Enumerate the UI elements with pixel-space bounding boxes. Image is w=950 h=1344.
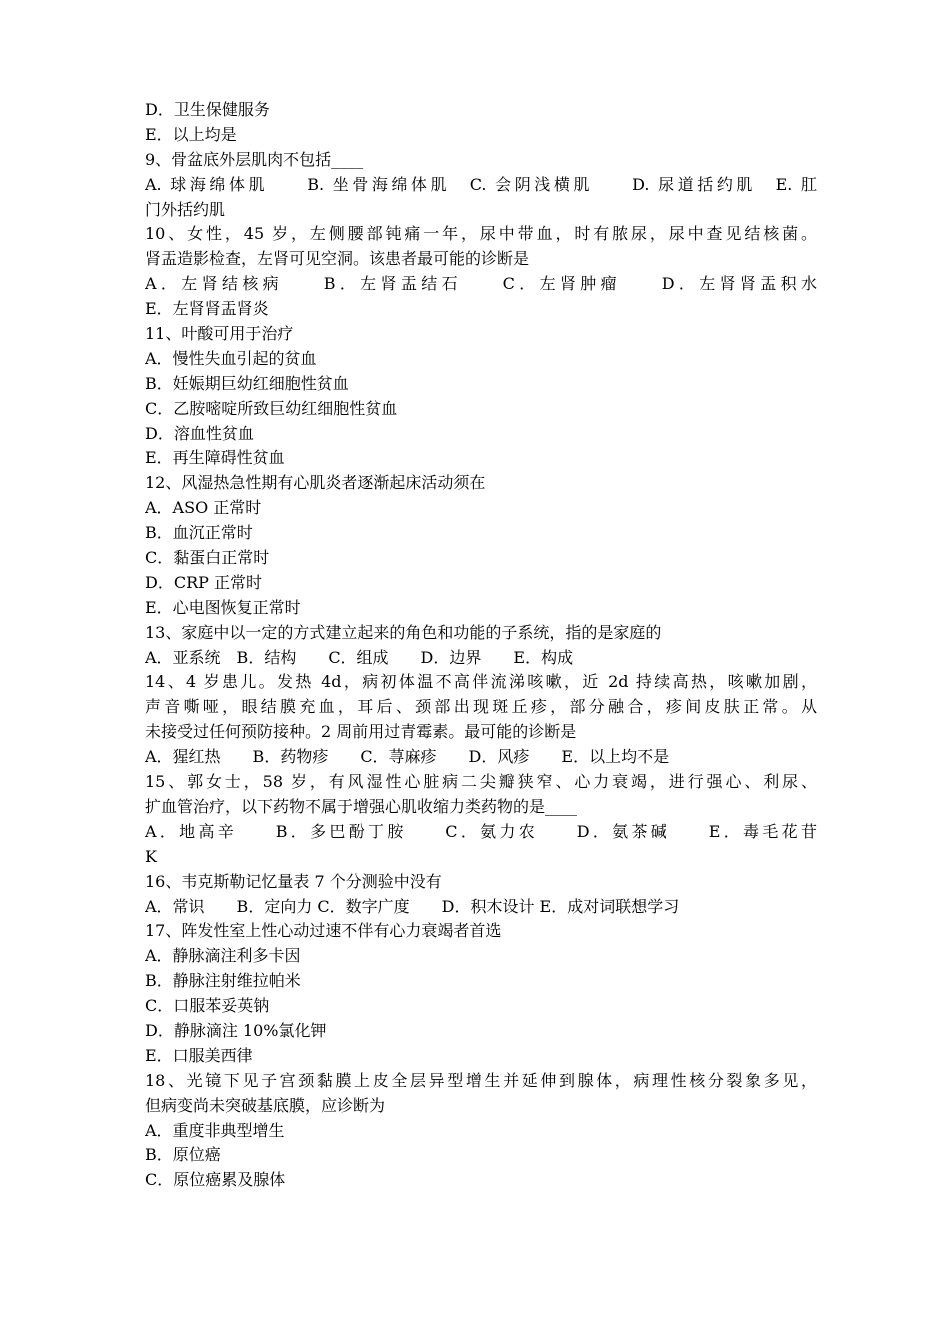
text-line: D．CRP 正常时 (145, 572, 262, 592)
document-body (145, 98, 817, 1193)
text-line: 10、女性，45 岁，左侧腰部钝痛一年，尿中带血，时有脓尿，尿中查见结核菌。 (145, 224, 817, 244)
text-line: B．血沉正常时 (145, 523, 253, 543)
text-line: D．静脉滴注 10%氯化钾 (145, 1020, 327, 1040)
text-line: K (145, 846, 157, 866)
text-line: D．溶血性贫血 (145, 423, 254, 443)
text-line: 未接受过任何预防接种。2 周前用过青霉素。最可能的诊断是 (145, 722, 577, 742)
text-line: A．猩红热 B．药物疹 C．荨麻疹 D．风疹 E．以上均不是 (145, 747, 670, 767)
text-line: E．口服美西律 (145, 1045, 253, 1065)
text-line: B．原位癌 (145, 1145, 221, 1165)
text-line: 扩血管治疗，以下药物不属于增强心肌收缩力类药物的是____ (145, 796, 578, 816)
text-line: A．常识 B．定向力 C．数字广度 D．积木设计 E．成对词联想学习 (145, 896, 680, 916)
text-line: E．以上均是 (145, 124, 237, 144)
text-line: A．重度非典型增生 (145, 1120, 285, 1140)
text-line: A．静脉滴注利多卡因 (145, 946, 301, 966)
text-line: 11、叶酸可用于治疗 (145, 324, 294, 344)
text-line: D．卫生保健服务 (145, 100, 270, 119)
text-line: C．口服苯妥英钠 (145, 996, 270, 1016)
text-line: 肾盂造影检查，左肾可见空洞。该患者最可能的诊断是 (145, 249, 530, 269)
text-line: B．妊娠期巨幼红细胞性贫血 (145, 373, 349, 393)
text-line: 15、郭女士，58 岁，有风湿性心脏病二尖瓣狭窄、心力衰竭，进行强心、利尿、 (145, 772, 817, 792)
text-line: E．再生障碍性贫血 (145, 448, 285, 468)
text-line: C．原位癌累及腺体 (145, 1170, 286, 1190)
text-line: 门外括约肌 (145, 199, 226, 219)
text-line: 但病变尚未突破基底膜，应诊断为 (145, 1095, 386, 1115)
text-line: 声音嘶哑，眼结膜充血，耳后、颈部出现斑丘疹，部分融合，疹间皮肤正常。从 (145, 697, 817, 717)
text-line: E．左肾肾盂肾炎 (145, 299, 269, 319)
text-line: 18、光镜下见子宫颈黏膜上皮全层异型增生并延伸到腺体，病理性核分裂象多见， (145, 1070, 817, 1090)
text-line: A．亚系统 B．结构 C．组成 D．边界 E．构成 (145, 647, 574, 667)
text-line: A．慢性失血引起的贫血 (145, 348, 317, 368)
text-line: 13、家庭中以一定的方式建立起来的角色和功能的子系统，指的是家庭的 (145, 622, 662, 642)
text-line: 12、风湿热急性期有心肌炎者逐渐起床活动须在 (145, 473, 486, 493)
text-line: A. 球海绵体肌 B. 坐骨海绵体肌 C. 会阴浅横肌 D. 尿道括约肌 E. 肛 (145, 174, 817, 194)
text-line: A．ASO 正常时 (145, 498, 262, 518)
text-line: 17、阵发性室上性心动过速不伴有心力衰竭者首选 (145, 921, 502, 941)
text-line: C．黏蛋白正常时 (145, 548, 270, 568)
text-line: 16、韦克斯勒记忆量表 7 个分测验中没有 (145, 871, 442, 891)
text-line: E．心电图恢复正常时 (145, 597, 301, 617)
text-line: A．左肾结核病 B．左肾盂结石 C．左肾肿瘤 D．左肾肾盂积水 (145, 274, 817, 294)
text-line: C．乙胺嘧啶所致巨幼红细胞性贫血 (145, 398, 398, 418)
text-line: A．地高辛 B．多巴酚丁胺 C．氨力农 D．氨茶碱 E．毒毛花苷 (145, 821, 817, 841)
text-line: 9、骨盆底外层肌肉不包括____ (145, 149, 364, 169)
text-line: 14、4 岁患儿。发热 4d，病初体温不高伴流涕咳嗽，近 2d 持续高热，咳嗽加剧， (145, 672, 817, 692)
text-line: B．静脉注射维拉帕米 (145, 971, 301, 991)
